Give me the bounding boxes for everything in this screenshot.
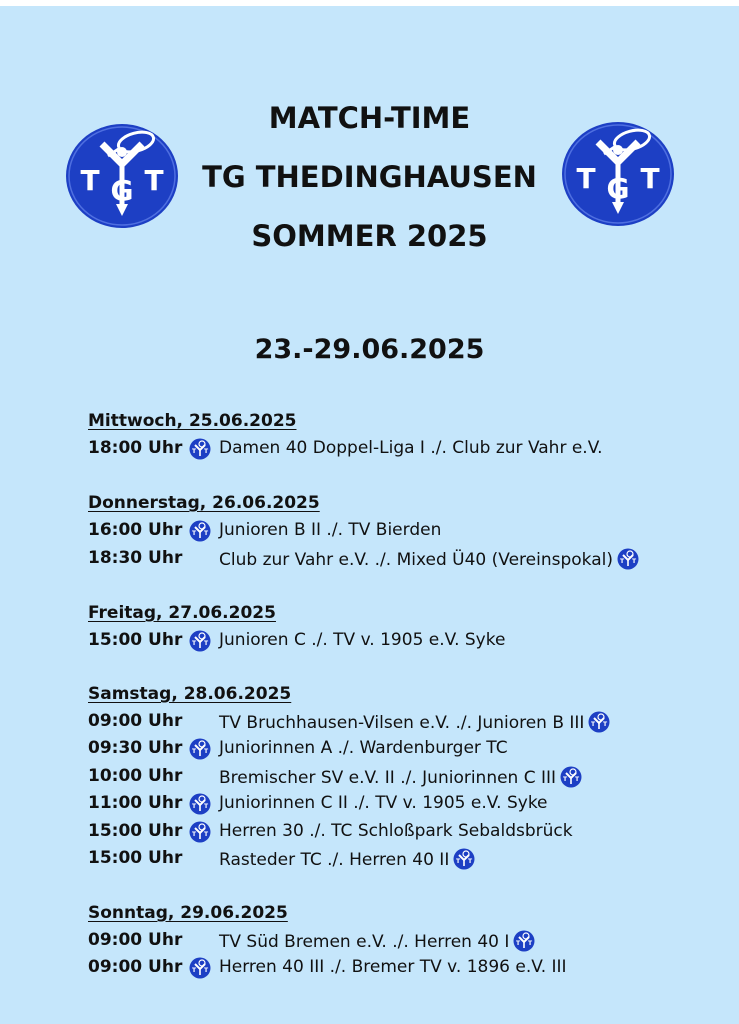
poster — [0, 6, 739, 1024]
tgt-club-icon — [189, 957, 211, 979]
match-time: 11:00 Uhr — [88, 793, 183, 813]
day-heading: Samstag, 28.06.2025 — [88, 684, 292, 704]
match-text: TV Bruchhausen-Vilsen e.V. ./. Junioren B III — [219, 713, 585, 733]
match-text: Juniorinnen A ./. Wardenburger TC — [219, 738, 508, 758]
match-time: 15:00 Uhr — [88, 848, 183, 868]
title-line-2: TG THEDINGHAUSEN — [202, 160, 537, 194]
tgt-club-icon — [189, 793, 211, 815]
tgt-club-icon — [189, 821, 211, 843]
day-heading: Donnerstag, 26.06.2025 — [88, 493, 320, 513]
match-text: Junioren C ./. TV v. 1905 e.V. Syke — [219, 630, 506, 650]
match-time: 15:00 Uhr — [88, 821, 183, 841]
tgt-club-icon — [617, 548, 639, 570]
match-time: 10:00 Uhr — [88, 766, 183, 786]
day-heading: Sonntag, 29.06.2025 — [88, 903, 288, 923]
match-time: 09:30 Uhr — [88, 738, 183, 758]
match-time: 15:00 Uhr — [88, 630, 183, 650]
tgt-club-icon — [560, 766, 582, 788]
tgt-club-icon — [189, 520, 211, 542]
title-line-1: MATCH-TIME — [268, 101, 471, 135]
match-time: 09:00 Uhr — [88, 930, 183, 950]
day-heading: Freitag, 27.06.2025 — [88, 603, 276, 623]
match-time: 18:00 Uhr — [88, 438, 183, 458]
day-heading: Mittwoch, 25.06.2025 — [88, 411, 297, 431]
tgt-club-icon — [588, 711, 610, 733]
match-text: Club zur Vahr e.V. ./. Mixed Ü40 (Vereinspokal) — [219, 550, 613, 570]
match-text: Damen 40 Doppel-Liga I ./. Club zur Vahr e.V. — [219, 438, 603, 458]
match-text: TV Süd Bremen e.V. ./. Herren 40 I — [219, 932, 510, 952]
match-time: 16:00 Uhr — [88, 520, 183, 540]
match-text: Herren 30 ./. TC Schloßpark Sebaldsbrück — [219, 821, 573, 841]
match-text: Bremischer SV e.V. II ./. Juniorinnen C III — [219, 768, 557, 788]
match-text: Rasteder TC ./. Herren 40 II — [219, 850, 450, 870]
match-text: Herren 40 III ./. Bremer TV v. 1896 e.V. III — [219, 957, 567, 977]
tgt-club-icon — [453, 848, 475, 870]
match-text: Juniorinnen C II ./. TV v. 1905 e.V. Syke — [219, 793, 548, 813]
match-time: 09:00 Uhr — [88, 711, 183, 731]
tgt-club-icon — [189, 630, 211, 652]
match-text: Junioren B II ./. TV Bierden — [219, 520, 442, 540]
tgt-club-icon — [189, 738, 211, 760]
week-range: 23.-29.06.2025 — [254, 334, 485, 365]
title-line-3: SOMMER 2025 — [251, 219, 488, 253]
match-time: 09:00 Uhr — [88, 957, 183, 977]
match-time: 18:30 Uhr — [88, 548, 183, 568]
tgt-club-icon — [189, 438, 211, 460]
tgt-club-icon — [513, 930, 535, 952]
